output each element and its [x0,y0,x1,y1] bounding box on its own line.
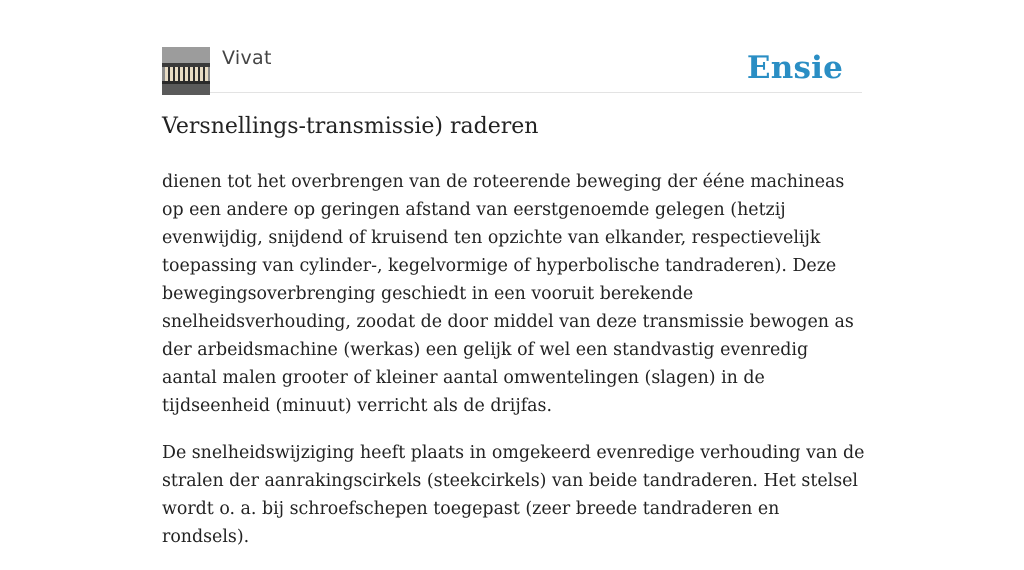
paragraph: dienen tot het overbrengen van de roteerende beweging der ééne machineas op een andere op geringen afstand van eerstgenoemde gelegen (hetzij evenwijdig, snijdend of kruisend ten opzichte van elkander, respectievelijk toepassing van cylinder-, kegelvormige of hyperbolische tandraderen). Deze bewegingsoverbrenging geschiedt in een vooruit berekende snelheidsverhouding, zoodat de door middel van deze transmissie bewogen as der arbeidsmachine (werkas) een gelijk of wel een standvastig evenredig aantal malen grooter of kleiner aantal omwentelingen (slagen) in de tijdseenheid (minuut) verricht als de drijfas. [162,172,854,416]
paragraph: De snelheidswijziging heeft plaats in omgekeerd evenredige verhouding van de stralen der aanrakingscirkels (steekcirkels) van beide tandraderen. Het stelsel wordt o. a. bij schroefschepen toegepast (zeer breede tandraderen en rondsels). [162,443,865,547]
article-header [162,46,862,93]
avatar-image [162,47,210,95]
article-title: Versnellings-transmissie) raderen [162,114,539,139]
author-avatar[interactable] [162,47,210,95]
site-logo[interactable]: Ensie [746,50,843,86]
article-body [162,168,868,570]
author-name[interactable]: Vivat [222,47,272,69]
